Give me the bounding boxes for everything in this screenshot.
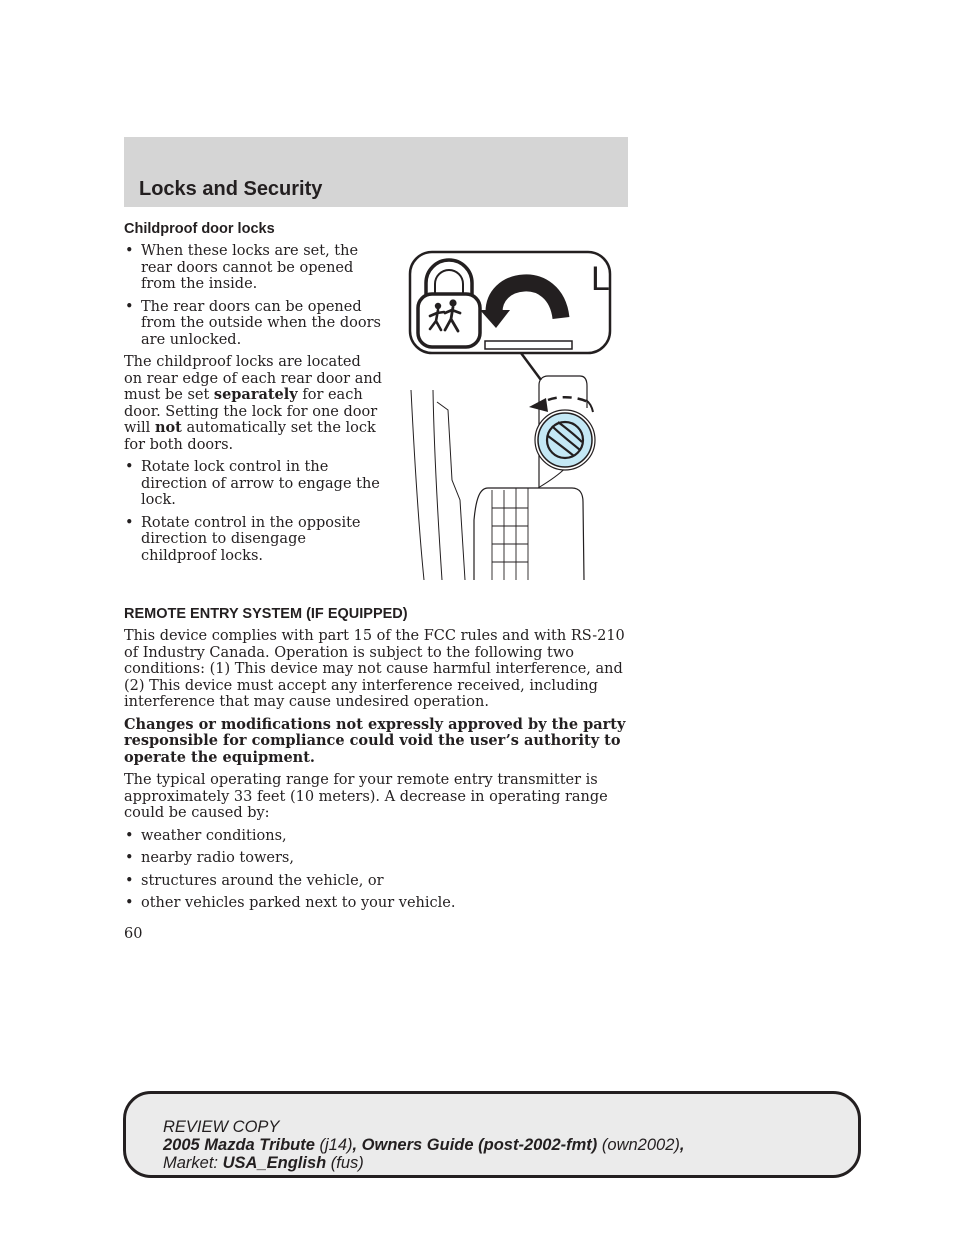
page-number: 60 <box>124 926 143 942</box>
list-item: • The rear doors can be opened from the outside when the doors are unlocked. <box>124 299 382 349</box>
document-identifier: 2005 Mazda Tribute (j14), Owners Guide (post-2002-fmt) (own2002), <box>163 1136 685 1154</box>
range-paragraph: The typical operating range for your remote entry transmitter is approximately 33 feet (10 meters). A decrease in operating range could be caused by: <box>124 772 608 821</box>
section-header-band <box>124 137 628 207</box>
childproof-text-column <box>124 243 382 570</box>
review-copy-footer <box>123 1091 861 1178</box>
lock-knob-icon <box>535 410 595 470</box>
childproof-heading: Childproof door locks <box>124 221 275 237</box>
list-item: • other vehicles parked next to your vehicle. <box>124 895 629 912</box>
remote-entry-heading: REMOTE ENTRY SYSTEM (IF EQUIPPED) <box>124 606 408 622</box>
warning-paragraph: Changes or modifications not expressly approved by the party responsible for compliance could void the user’s authority to operate the equipment. <box>124 715 626 766</box>
list-item: • Rotate lock control in the direction of arrow to engage the lock. <box>124 459 382 509</box>
list-item: • Rotate control in the opposite direction to disengage childproof locks. <box>124 515 382 565</box>
list-item: • nearby radio towers, <box>124 850 629 867</box>
list-item: • weather conditions, <box>124 828 629 845</box>
svg-text:L: L <box>591 260 610 298</box>
footer-text <box>163 1118 684 1172</box>
market-identifier: Market: USA_English (fus) <box>163 1154 364 1172</box>
fcc-paragraph: This device complies with part 15 of the FCC rules and with RS-210 of Industry Canada. Operation is subject to the following two conditions: (1) This device may not cause harmful interference, and (2) This device must accept any interference received, including interference that may cause undesired operation. <box>124 628 625 710</box>
childproof-lock-illustration <box>408 250 613 585</box>
list-item: • When these locks are set, the rear doors cannot be opened from the inside. <box>124 243 382 293</box>
section-title: Locks and Security <box>139 178 323 200</box>
remote-entry-text-column <box>124 628 629 918</box>
review-copy-label: REVIEW COPY <box>163 1118 280 1136</box>
childproof-paragraph: The childproof locks are located on rear edge of each rear door and must be set separately for each door. Setting the lock for one door will not automatically set the lock for both doors. <box>124 354 382 453</box>
list-item: • structures around the vehicle, or <box>124 873 629 890</box>
